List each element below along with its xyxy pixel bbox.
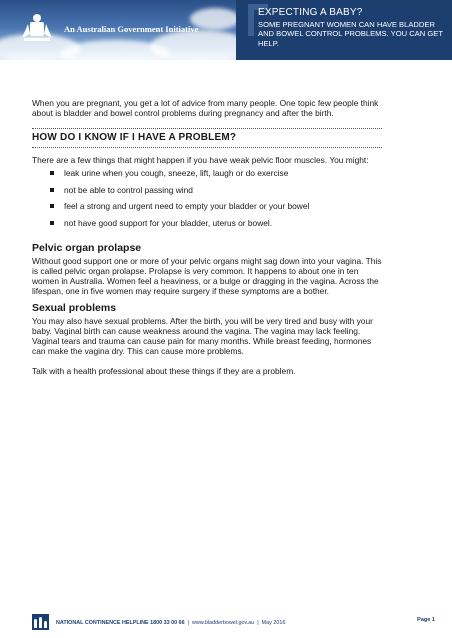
main-content <box>32 98 382 376</box>
page-header <box>0 0 452 60</box>
list-item-text: not have good support for your bladder, uterus or bowel. <box>64 217 273 228</box>
list-item <box>50 218 382 228</box>
closing-paragraph: Talk with a health professional about these things if they are a problem. <box>32 365 296 376</box>
list-item <box>50 201 382 211</box>
symptom-list <box>32 168 382 228</box>
coat-of-arms-icon <box>18 12 56 44</box>
footer-separator: | <box>187 620 190 626</box>
dotted-rule <box>32 147 382 148</box>
section-heading-prolapse: Pelvic organ prolapse <box>32 241 142 254</box>
footer-separator: | <box>257 620 259 626</box>
website-link[interactable]: www.bladderbowel.gov.au <box>192 620 255 626</box>
dotted-rule <box>32 128 382 129</box>
government-initiative-label: An Australian Government Initiative <box>64 24 199 34</box>
page-footer <box>0 602 452 638</box>
square-bullet-icon <box>50 188 54 192</box>
square-bullet-icon <box>50 204 54 208</box>
publication-date: May 2016 <box>261 620 286 626</box>
header-sky-banner <box>0 0 236 60</box>
square-bullet-icon <box>50 171 54 175</box>
list-item-text: feel a strong and urgent need to empty your bladder or your bowel <box>64 201 310 211</box>
family-logo-icon <box>32 614 49 630</box>
intro-paragraph: When you are pregnant, you get a lot of advice from many people. One topic few people think about is bladder and bowel control problems during pregnancy and after the birth. <box>32 98 379 118</box>
list-item-text: not be able to control passing wind <box>64 184 193 195</box>
footer-contact-line <box>56 620 285 626</box>
header-title-panel <box>236 0 452 60</box>
sexual-problems-paragraph: You may also have sexual problems. After the birth, you will be very tired and busy with your baby. Vaginal birth can cause weakness around the vagina. The vagina may lack feeling. Vaginal tears and trauma can cause pain for many months. While breast feeding, hormones can make the vagina dry. This can cause more problems. <box>32 315 373 356</box>
page-number: Page 1 <box>417 617 436 623</box>
list-item-text: leak urine when you cough, sneeze, lift, laugh or do exercise <box>64 168 289 178</box>
section-lead-paragraph: There are a few things that might happen if you have weak pelvic floor muscles. You might: <box>32 155 369 165</box>
section-heading-problem: HOW DO I KNOW IF I HAVE A PROBLEM? <box>32 132 237 143</box>
section-heading-sexual-problems: Sexual problems <box>32 301 117 314</box>
header-subtitle: SOME PREGNANT WOMEN CAN HAVE BLADDER AND BOWEL CONTROL PROBLEMS. YOU CAN GET HELP. <box>258 20 443 48</box>
prolapse-paragraph: Without good support one or more of your pelvic organs might sag down into your vagina. This is called pelvic organ prolapse. Prolapse is very common. It happens to about one in ten women in Australia. Women feel a heaviness, or a bulge or dragging in the vagina. Across the lifespan, one in five women may require surgery if these symptoms are a bother. <box>32 255 382 296</box>
square-bullet-icon <box>50 221 54 225</box>
list-item <box>50 185 382 195</box>
list-item <box>50 168 382 178</box>
helpline-text: NATIONAL CONTINENCE HELPLINE 1800 33 00 66 <box>56 620 185 626</box>
header-title: EXPECTING A BABY? <box>258 7 363 18</box>
